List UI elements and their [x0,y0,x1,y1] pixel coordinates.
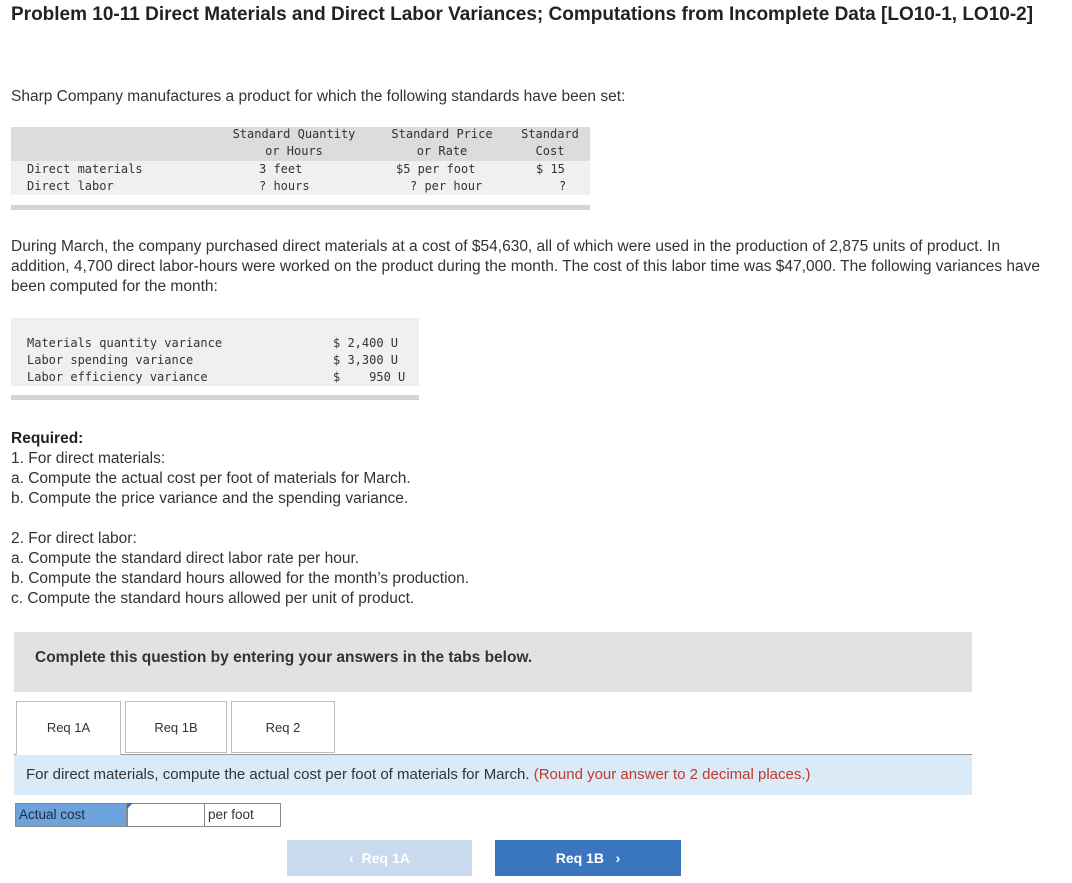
table-divider [11,205,590,210]
unit-label: per foot [204,803,281,827]
variance-value: $ 2,400 U [333,336,399,350]
instruction-main: For direct materials, compute the actual cost per foot of materials for March. [26,766,530,783]
instructions-banner [14,632,972,692]
header-std-qty [222,126,366,160]
required-line: a. Compute the standard direct labor rate per hour. [11,550,360,567]
row-label: Direct labor [27,179,114,193]
tab-req-1a[interactable]: Req 1A [16,701,121,755]
variance-label: Labor efficiency variance [27,370,208,384]
variance-value: $ 950 U [333,370,406,384]
chevron-left-icon: ‹ [349,850,354,866]
march-paragraph: During March, the company purchased direct materials at a cost of $54,630, all of which were used in the production of 2,875 units of product. In addition, 4,700 direct labor-hours were worked on the product during the month. The cost of this labor time was $47,000. The following variances have been computed for the month: [11,238,1041,295]
banner-text: Complete this question by entering your answers in the tabs below. [35,649,533,666]
tab-req-1b[interactable]: Req 1B [125,701,227,753]
header-std-cost [513,126,587,160]
required-heading: Required: [11,430,84,447]
row-qty: ? hours [259,179,310,193]
tab-req-2[interactable]: Req 2 [231,701,335,753]
required-line: c. Compute the standard hours allowed per unit of product. [11,590,415,607]
required-line: 2. For direct labor: [11,530,137,547]
table-divider [11,395,419,400]
next-button[interactable] [495,840,681,876]
variance-value: $ 3,300 U [333,353,399,367]
instruction-text [26,766,811,783]
row-qty: 3 feet [259,162,303,176]
row-cost: $ 15 [536,162,565,176]
row-cost: ? [559,179,567,193]
header-qty-line1: Standard Quantity [232,127,356,141]
actual-cost-input[interactable] [127,803,205,827]
row-price: ? per hour [410,179,483,193]
actual-cost-label: Actual cost [15,803,127,827]
row-label: Direct materials [27,162,143,176]
header-cost-line2: Cost [535,144,565,158]
page-title: Problem 10-11 Direct Materials and Direct Labor Variances; Computations from Incomplete Data [LO10-1, LO10-2] [11,4,1034,25]
prev-button[interactable] [287,840,472,876]
required-line: b. Compute the price variance and the spending variance. [11,490,409,507]
header-qty-line2: or Hours [265,144,323,158]
required-line: 1. For direct materials: [11,450,166,467]
row-price: $5 per foot [396,162,476,176]
next-label: Req 1B [555,850,604,866]
variance-label: Materials quantity variance [27,336,223,350]
header-price-line1: Standard Price [391,127,493,141]
prev-label: Req 1A [361,850,410,866]
instruction-note: (Round your answer to 2 decimal places.) [533,766,811,783]
header-std-price [382,126,502,160]
input-flag-icon [127,803,133,809]
intro-text: Sharp Company manufactures a product for which the following standards have been set: [11,88,626,105]
header-cost-line1: Standard [521,127,579,141]
header-price-line2: or Rate [416,144,468,158]
chevron-right-icon: › [615,850,621,866]
question-instruction [14,755,972,795]
required-line: b. Compute the standard hours allowed for the month’s production. [11,570,470,587]
required-line: a. Compute the actual cost per foot of materials for March. [11,470,411,487]
variance-label: Labor spending variance [27,353,194,367]
